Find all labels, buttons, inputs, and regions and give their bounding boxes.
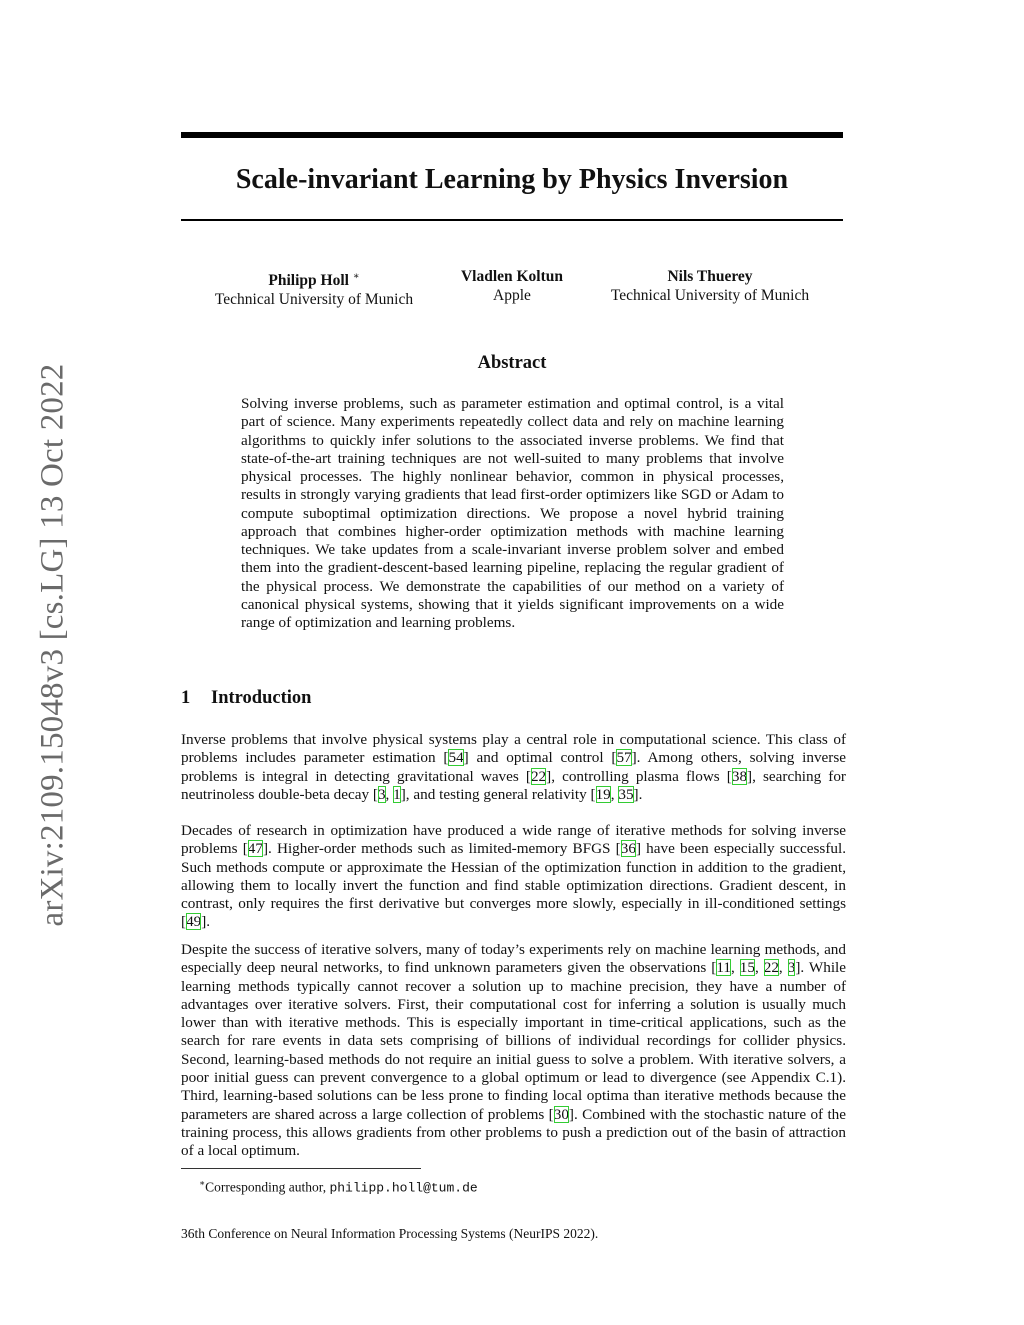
citation-link[interactable]: 38 [731, 767, 748, 785]
intro-paragraph-1: Inverse problems that involve physical systems play a central role in computational science. This class of problems includes parameter estimation [54] and optimal control [57]. Among others, solving inverse problems is integral in detecting gravitational waves [22], controlling plasma flows [38], searching for neutrinoless double-beta decay [3, 1], and testing general relativity [19, 35]. [181, 731, 846, 803]
title-rule-top [181, 132, 843, 138]
author-block-1 [198, 267, 430, 309]
citation-link[interactable]: 22 [530, 767, 547, 785]
author-affiliation: Technical University of Munich [610, 287, 810, 304]
paper-title: Scale-invariant Learning by Physics Inversion [235, 164, 789, 195]
abstract-heading: Abstract [477, 353, 547, 373]
citation-link[interactable]: 22 [763, 959, 779, 977]
footnote-marker: ∗ [352, 271, 360, 282]
section-number: 1 [181, 688, 191, 708]
citation-link[interactable]: 1 [393, 785, 401, 803]
author-affiliation: Technical University of Munich [214, 291, 414, 309]
author-name: Nils Thuerey [667, 268, 753, 285]
footnote-text: Corresponding author, [205, 1179, 330, 1195]
intro-paragraph-3: Despite the success of iterative solvers, many of today’s experiments rely on machine learning methods, and especially deep neural networks, to find unknown parameters given the observations [11, 15, 22, 3]. While learning methods typically cannot recover a solution up to machine precision, they have a number of advantages over iterative solvers. First, their computational cost for inferring a solution is usually much lower than with iterative methods. This is especially important in time-critical applications, such as the search for rare events in data sets comprising of billions of individual recordings for collider physics. Second, learning-based methods do not require an initial guess to solve a problem. With iterative solvers, a poor initial guess can prevent convergence to a global optimum or lead to divergence (see Appendix C.1). Third, learning-based solutions can be less prone to finding local optima than iterative methods because the parameters are shared across a large collection of problems [30]. Combined with the stochastic nature of the training process, this allows gradients from other problems to push a prediction out of the basin of attraction of a local optimum. [181, 941, 846, 1160]
citation-link[interactable]: 35 [618, 785, 634, 803]
author-name: Philipp Holl [268, 272, 349, 290]
abstract-text: Solving inverse problems, such as parameter estimation and optimal control, is a vital part of science. Many experiments repeatedly collect data and rely on machine learning algorithms to quickly infer solutions to the associated inverse problems. We find that state-of-the-art training techniques are not well-suited to many problems that involve physical processes. The highly nonlinear behavior, common in physical processes, results in strongly varying gradients that lead first-order optimizers like SGD or Adam to compute suboptimal optimization directions. We propose a novel hybrid training approach that combines higher-order optimization methods with machine learning techniques. We take updates from a scale-invariant inverse problem solver and embed them into the gradient-descent-based learning pipeline, replacing the regular gradient of the physical process. We demonstrate the capabilities of our method on a variety of canonical physical systems, showing that it yields significant improvements on a wide range of optimization and learning problems. [241, 395, 784, 631]
citation-link[interactable]: 49 [186, 913, 202, 931]
intro-paragraph-2: Decades of research in optimization have produced a wide range of iterative methods for solving inverse problems [47]. Higher-order methods such as limited-memory BFGS [36] have been especially successful. Such methods compute or approximate the Hessian of the optimization function in addition to the gradient, allowing them to locally invert the function and find stable optimization directions. Gradient descent, in contrast, only requires the first derivative but converges more slowly, especially in ill-conditioned settings [49]. [181, 822, 846, 931]
section-heading [181, 686, 311, 710]
citation-link[interactable]: 54 [448, 749, 464, 767]
footnote-email[interactable]: philipp.holl@tum.de [329, 1180, 478, 1196]
citation-link[interactable]: 3 [377, 785, 386, 803]
citation-link[interactable]: 30 [553, 1105, 569, 1123]
venue-footer: 36th Conference on Neural Information Processing Systems (NeurIPS 2022). [181, 1226, 599, 1241]
section-title: Introduction [211, 688, 312, 708]
citation-link[interactable]: 36 [620, 840, 636, 858]
author-block-2 [432, 267, 592, 305]
footnote-marker: ∗ [199, 1178, 206, 1188]
author-affiliation: Apple [493, 287, 531, 304]
author-name: Vladlen Koltun [460, 268, 564, 285]
footnote [199, 1175, 478, 1197]
citation-link[interactable]: 19 [595, 785, 611, 803]
citation-link[interactable]: 15 [739, 959, 755, 977]
author-block-3 [594, 267, 826, 305]
citation-link[interactable]: 47 [247, 840, 263, 858]
citation-link[interactable]: 3 [787, 959, 796, 977]
citation-link[interactable]: 57 [616, 749, 632, 767]
title-rule-bottom [181, 219, 843, 221]
footnote-rule [181, 1168, 421, 1169]
arxiv-identifier-stamp: arXiv:2109.15048v3 [cs.LG] 13 Oct 2022 [34, 363, 71, 927]
citation-link[interactable]: 11 [716, 959, 731, 977]
